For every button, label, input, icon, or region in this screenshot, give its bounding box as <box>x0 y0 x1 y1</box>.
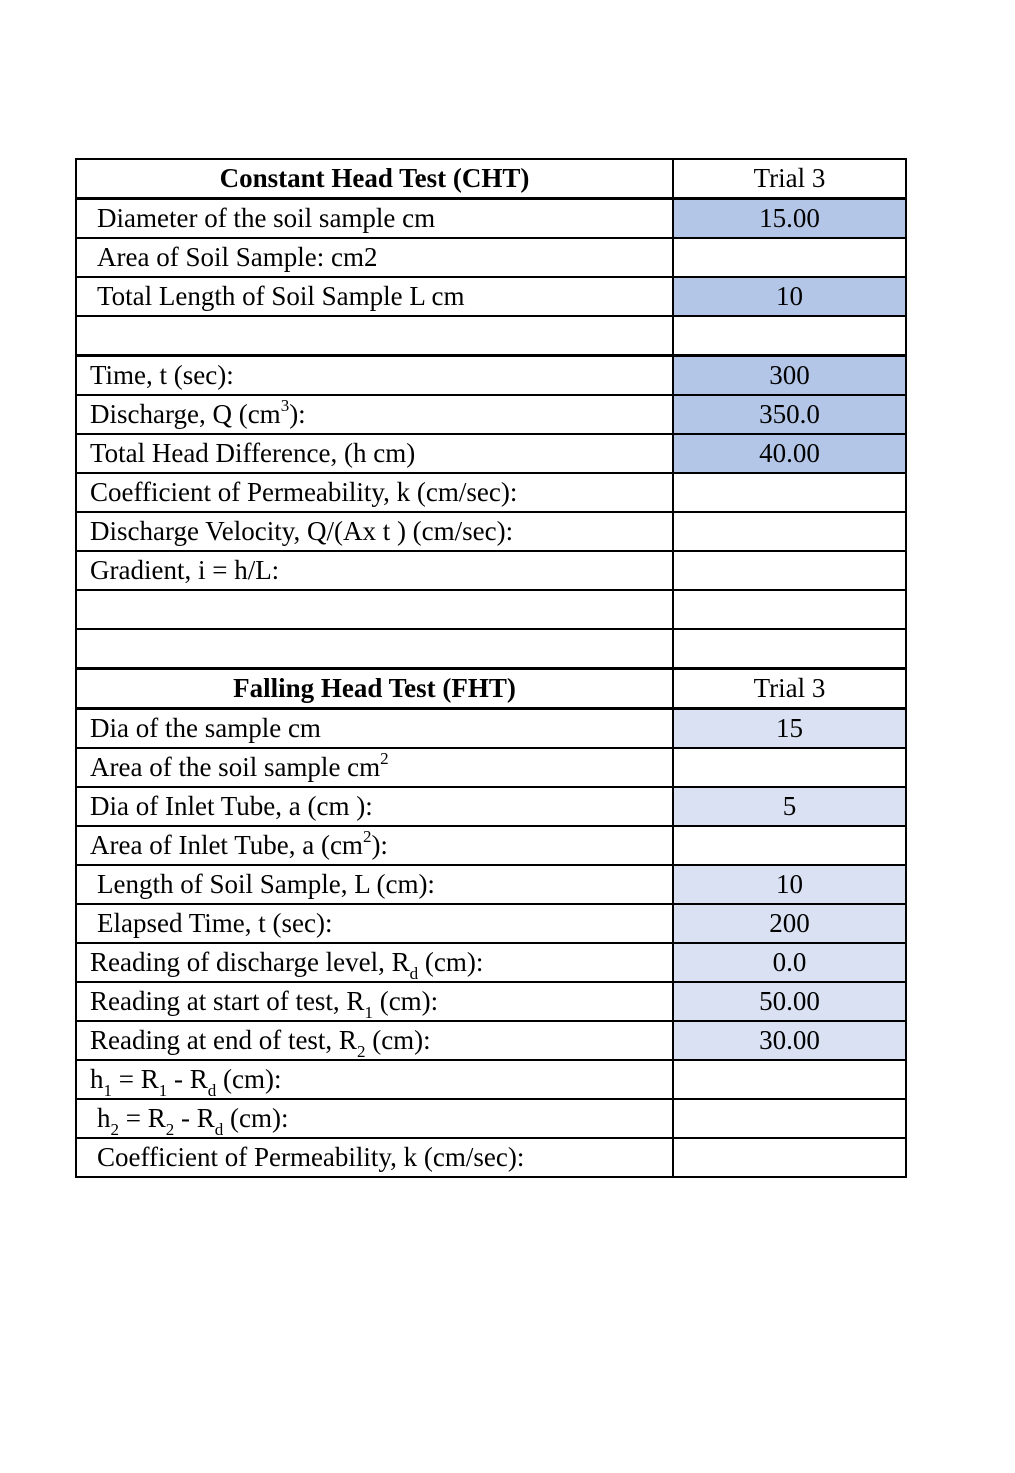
cht-permeability-label: Coefficient of Permeability, k (cm/sec): <box>76 473 673 512</box>
cht-header-row <box>76 159 906 199</box>
fht-h1-label: $h_1 = R_1 - R_d$ (cm): <box>76 1060 673 1099</box>
fht-reading-end-row <box>76 1021 906 1060</box>
cht-velocity-row <box>76 512 906 551</box>
cht-permeability-row <box>76 473 906 512</box>
fht-dia-inlet-label: Dia of Inlet Tube, a (cm ): <box>76 787 673 826</box>
permeability-test-table <box>75 158 907 1178</box>
fht-dia-sample-row <box>76 709 906 749</box>
cht-time-value[interactable]: 300 <box>673 356 906 396</box>
fht-length-value[interactable]: 10 <box>673 865 906 904</box>
fht-area-sample-row <box>76 748 906 787</box>
fht-h1-row <box>76 1060 906 1099</box>
cht-trial-header: Trial 3 <box>673 159 906 199</box>
blank-cell <box>76 590 673 629</box>
fht-reading-start-label: Reading at start of test, $R_1$ (cm): <box>76 982 673 1021</box>
cht-length-row <box>76 277 906 316</box>
blank-cell[interactable] <box>673 629 906 669</box>
fht-dia-sample-value[interactable]: 15 <box>673 709 906 749</box>
fht-title: Falling Head Test (FHT) <box>76 669 673 709</box>
blank-cell[interactable] <box>673 590 906 629</box>
fht-reading-discharge-value[interactable]: 0.0 <box>673 943 906 982</box>
spacer-row <box>76 590 906 629</box>
cht-discharge-value[interactable]: 350.0 <box>673 395 906 434</box>
fht-permeability-label: Coefficient of Permeability, k (cm/sec): <box>76 1138 673 1177</box>
cht-time-label: Time, t (sec): <box>76 356 673 396</box>
fht-h2-label: $h_2 = R_2 - R_d$ (cm): <box>76 1099 673 1138</box>
cht-gradient-value[interactable] <box>673 551 906 590</box>
blank-cell[interactable] <box>673 316 906 356</box>
cht-area-row <box>76 238 906 277</box>
fht-length-label: Length of Soil Sample, L (cm): <box>76 865 673 904</box>
fht-reading-end-value[interactable]: 30.00 <box>673 1021 906 1060</box>
spacer-row <box>76 629 906 669</box>
fht-reading-discharge-row <box>76 943 906 982</box>
cht-blank-row <box>76 316 906 356</box>
fht-dia-inlet-row <box>76 787 906 826</box>
cht-gradient-row <box>76 551 906 590</box>
fht-area-sample-value[interactable] <box>673 748 906 787</box>
cht-time-row <box>76 356 906 396</box>
fht-area-inlet-row <box>76 826 906 865</box>
cht-permeability-value[interactable] <box>673 473 906 512</box>
fht-h1-value[interactable] <box>673 1060 906 1099</box>
cht-diameter-label: Diameter of the soil sample cm <box>76 199 673 239</box>
fht-reading-start-value[interactable]: 50.00 <box>673 982 906 1021</box>
fht-length-row <box>76 865 906 904</box>
cht-discharge-label: Discharge, Q $(cm^3)$: <box>76 395 673 434</box>
fht-elapsed-row <box>76 904 906 943</box>
fht-reading-start-row <box>76 982 906 1021</box>
fht-dia-inlet-value[interactable]: 5 <box>673 787 906 826</box>
fht-trial-header: Trial 3 <box>673 669 906 709</box>
cht-head-diff-row <box>76 434 906 473</box>
cht-diameter-value[interactable]: 15.00 <box>673 199 906 239</box>
cht-discharge-row <box>76 395 906 434</box>
cht-gradient-label: Gradient, i = h/L: <box>76 551 673 590</box>
fht-reading-end-label: Reading at end of test, $R_2$ (cm): <box>76 1021 673 1060</box>
fht-permeability-row <box>76 1138 906 1177</box>
cht-title: Constant Head Test (CHT) <box>76 159 673 199</box>
fht-h2-row <box>76 1099 906 1138</box>
cht-head-diff-value[interactable]: 40.00 <box>673 434 906 473</box>
cht-length-label: Total Length of Soil Sample L cm <box>76 277 673 316</box>
cht-area-value[interactable] <box>673 238 906 277</box>
fht-elapsed-label: Elapsed Time, t (sec): <box>76 904 673 943</box>
fht-permeability-value[interactable] <box>673 1138 906 1177</box>
fht-area-inlet-label: Area of Inlet Tube, a $(cm^2)$: <box>76 826 673 865</box>
cht-diameter-row <box>76 199 906 239</box>
blank-cell <box>76 629 673 669</box>
fht-area-sample-label: Area of the soil sample $cm^2$ <box>76 748 673 787</box>
cht-head-diff-label: Total Head Difference, (h cm) <box>76 434 673 473</box>
cht-velocity-value[interactable] <box>673 512 906 551</box>
cht-area-label: Area of Soil Sample: cm2 <box>76 238 673 277</box>
fht-area-inlet-value[interactable] <box>673 826 906 865</box>
blank-cell <box>76 316 673 356</box>
fht-reading-discharge-label: Reading of discharge level, $R_d$ (cm): <box>76 943 673 982</box>
fht-dia-sample-label: Dia of the sample cm <box>76 709 673 749</box>
fht-h2-value[interactable] <box>673 1099 906 1138</box>
cht-velocity-label: Discharge Velocity, Q/(Ax t ) (cm/sec): <box>76 512 673 551</box>
fht-header-row <box>76 669 906 709</box>
cht-length-value[interactable]: 10 <box>673 277 906 316</box>
fht-elapsed-value[interactable]: 200 <box>673 904 906 943</box>
